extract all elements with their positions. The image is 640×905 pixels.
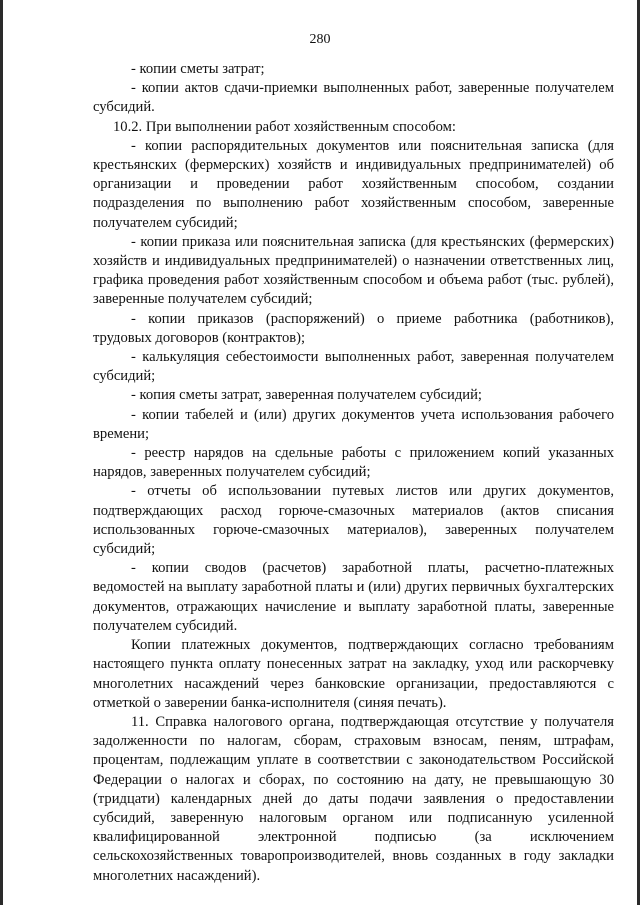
paragraph: - копии приказов (распоряжений) о приеме работника (работников), трудовых договоров (контрактов); (93, 310, 614, 346)
scan-edge-left (0, 0, 3, 905)
paragraph: - копия сметы затрат, заверенная получателем субсидий; (131, 387, 482, 404)
paragraph: Копии платежных документов, подтверждающих согласно требованиям настоящего пункта оплату понесенных затрат на закладку, уход или раскорчевку многолетних насаждений через банковские организации, предоставляются с отметкой о заверении банка-исполнителя (синяя печать). (93, 637, 614, 711)
paragraph: - копии табелей и (или) других документов учета использования рабочего времени; (93, 406, 614, 442)
paragraph: - копии приказа или пояснительная записка (для крестьянских (фермерских) хозяйств и индивидуальных предпринимателей) о назначении ответственных лиц, графика проведения работ хозяйственным способом и объема работ (тыс. рублей), заверенные получателем субсидий; (93, 233, 614, 308)
paragraph: - реестр нарядов на сдельные работы с приложением копий указанных нарядов, заверенных получателем субсидий; (93, 445, 614, 481)
paragraph: - отчеты об использовании путевых листов или других документов, подтверждающих расход горюче-смазочных материалов (актов списания использованных горюче-смазочных материалов), заверенных получателем субсидий; (93, 483, 614, 558)
paragraph: - копии сметы затрат; (131, 61, 265, 77)
page-number: 280 (309, 32, 331, 47)
document-body (93, 60, 614, 886)
paragraph: - копии распорядительных документов или пояснительная записка (для крестьянских (фермерских) хозяйств и индивидуальных предпринимателей) об организации и проведении работ хозяйственным способом, создании подразделения по выполнению работ хозяйственным способом, заверенные получателем субсидий; (93, 137, 614, 231)
paragraph: - копии актов сдачи-приемки выполненных работ, заверенные получателем субсидий. (93, 80, 614, 116)
paragraph: - калькуляция себестоимости выполненных работ, заверенная получателем субсидий; (93, 349, 614, 385)
paragraph: 11. Справка налогового органа, подтверждающая отсутствие у получателя задолженности по налогам, сборам, страховым взносам, пеням, штрафам, процентам, подлежащим уплате в соответствии с законодательством Российской Федерации о налогах и сборах, по состоянию на дату, не превышающую 30 (тридцати) календарных дней до даты подачи заявления о предоставлении субсидий, заверенную налоговым органом или подписанную усиленной квалифицированной электронной подписью (за исключением сельскохозяйственных товаропроизводителей, вновь созданных в году закладки многолетних насаждений). (93, 713, 614, 884)
section-heading: 10.2. При выполнении работ хозяйственным способом: (113, 118, 456, 135)
paragraph: - копии сводов (расчетов) заработной платы, расчетно-платежных ведомостей на выплату заработной платы и (или) других первичных бухгалтерских документов, отражающих начисление и выплату заработной платы, заверенные получателем субсидий. (93, 560, 614, 634)
